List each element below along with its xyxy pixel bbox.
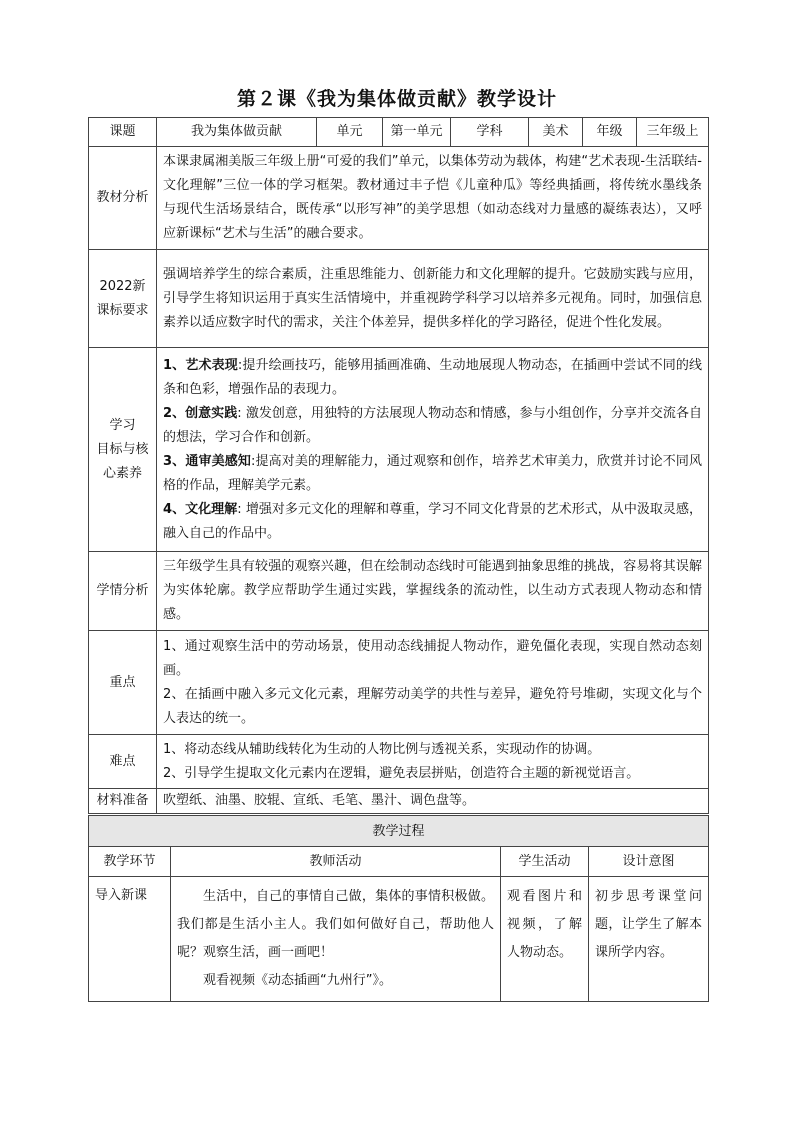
goals-label-line1: 学习: [109, 417, 136, 433]
analysis-text: 本课隶属湘美版三年级上册“可爱的我们”单元，以集体劳动为载体，构建“艺术表现-生活联结-文化理解”三位一体的学习框架。教材通过丰子恺《儿童种瓜》等经典插画，将传统水墨线条与现代生活场景结合，既传承“以形写神”的美学思想（如动态线对力量感的凝练表达），又呼应新课标“艺术与生活”的融合要求。: [157, 147, 709, 250]
grade-label: 年级: [583, 118, 637, 147]
learners-label: 学情分析: [89, 552, 157, 631]
key-points-row: [89, 631, 709, 735]
goals-label-line2: 目标与核: [96, 441, 149, 457]
goals-label-line3: 心素养: [102, 465, 142, 481]
learners-text: 三年级学生具有较强的观察兴趣，但在绘制动态线时可能遇到抽象思维的挑战，容易将其误解为实体轮廓。教学应帮助学生通过实践，掌握线条的流动性，以生动方式表现人物动态和情感。: [157, 552, 709, 631]
lesson-info-table: [88, 117, 709, 814]
process-table: [88, 815, 709, 1002]
design-intent: 初步思考课堂问题，让学生了解本课所学内容。: [589, 877, 709, 1002]
process-heading-row: [89, 816, 709, 847]
unit-label: 单元: [317, 118, 383, 147]
goals-text: [157, 348, 709, 552]
process-columns-row: [89, 847, 709, 877]
goal-item: 2、创意实践: 激发创意，用独特的方法展现人物动态和情感，参与小组创作，分享并交流各自的想法，学习合作和创新。: [163, 405, 703, 445]
materials-row: [89, 789, 709, 814]
analysis-label: 教材分析: [89, 147, 157, 250]
standards-label: [89, 250, 157, 348]
difficulties-text: [157, 735, 709, 789]
header-row: [89, 118, 709, 147]
page-title: 第２课《我为集体做贡献》教学设计: [236, 88, 557, 110]
standards-text: 强调培养学生的综合素质，注重思维能力、创新能力和文化理解的提升。它鼓励实践与应用，引导学生将知识运用于真实生活情境中，并重视跨学科学习以培养多元视角。同时，加强信息素养以适应数字时代的需求，关注个体差异，提供多样化的学习路径，促进个性化发展。: [157, 250, 709, 348]
col-intent: 设计意图: [589, 847, 709, 877]
teacher-activity: [171, 877, 501, 1002]
key-points-label: 重点: [89, 631, 157, 735]
standards-label-line1: 2022新: [99, 278, 146, 294]
unit-value: 第一单元: [383, 118, 451, 147]
key-point-item: 2、在插画中融入多元文化元素，理解劳动美学的共性与差异，避免符号堆砌，实现文化与个人表达的统一。: [163, 686, 702, 726]
materials-label: 材料准备: [89, 789, 157, 814]
teacher-paragraph: 生活中，自己的事情自己做，集体的事情积极做。我们都是生活小主人。我们如何做好自己，帮助他人呢？观察生活，画一画吧！: [177, 889, 494, 960]
grade-value: 三年级上: [637, 118, 709, 147]
col-student: 学生活动: [501, 847, 589, 877]
goal-item: 3、通审美感知:提高对美的理解能力，通过观察和创作，培养艺术审美力，欣赏并讨论不同风格的作品，理解美学元素。: [163, 453, 702, 493]
teacher-paragraph: 观看视频《动态插画“九州行”》。: [203, 973, 392, 988]
goals-label: [89, 348, 157, 552]
subject-label: 学科: [451, 118, 529, 147]
difficulties-label: 难点: [89, 735, 157, 789]
col-teacher: 教师活动: [171, 847, 501, 877]
difficulty-item: 1、将动态线从辅助线转化为生动的人物比例与透视关系，实现动作的协调。: [163, 741, 601, 757]
lesson-label: 课题: [89, 118, 157, 147]
subject-value: 美术: [529, 118, 583, 147]
process-heading: 教学过程: [89, 816, 709, 847]
key-points-text: [157, 631, 709, 735]
learners-row: [89, 552, 709, 631]
student-activity: 观看图片和视频，了解人物动态。: [501, 877, 589, 1002]
goals-row: [89, 348, 709, 552]
difficulty-item: 2、引导学生提取文化元素内在逻辑，避免表层拼贴，创造符合主题的新视觉语言。: [163, 765, 640, 781]
lesson-value: 我为集体做贡献: [157, 118, 317, 147]
goal-item: 4、文化理解: 增强对多元文化的理解和尊重，学习不同文化背景的艺术形式，从中汲取灵感，融入自己的作品中。: [163, 501, 703, 541]
analysis-row: [89, 147, 709, 250]
col-stage: 教学环节: [89, 847, 171, 877]
materials-text: 吹塑纸、油墨、胶辊、宣纸、毛笔、墨汁、调色盘等。: [157, 789, 709, 814]
key-point-item: 1、通过观察生活中的劳动场景，使用动态线捕捉人物动作，避免僵化表现，实现自然动态刻画。: [163, 638, 702, 678]
standards-label-line2: 课标要求: [96, 302, 149, 318]
standards-row: [89, 250, 709, 348]
process-row: [89, 877, 709, 1002]
stage-cell: 导入新课: [89, 877, 171, 1002]
goal-item: 1、艺术表现:提升绘画技巧，能够用插画准确、生动地展现人物动态，在插画中尝试不同的线条和色彩，增强作品的表现力。: [163, 357, 703, 397]
difficulties-row: [89, 735, 709, 789]
